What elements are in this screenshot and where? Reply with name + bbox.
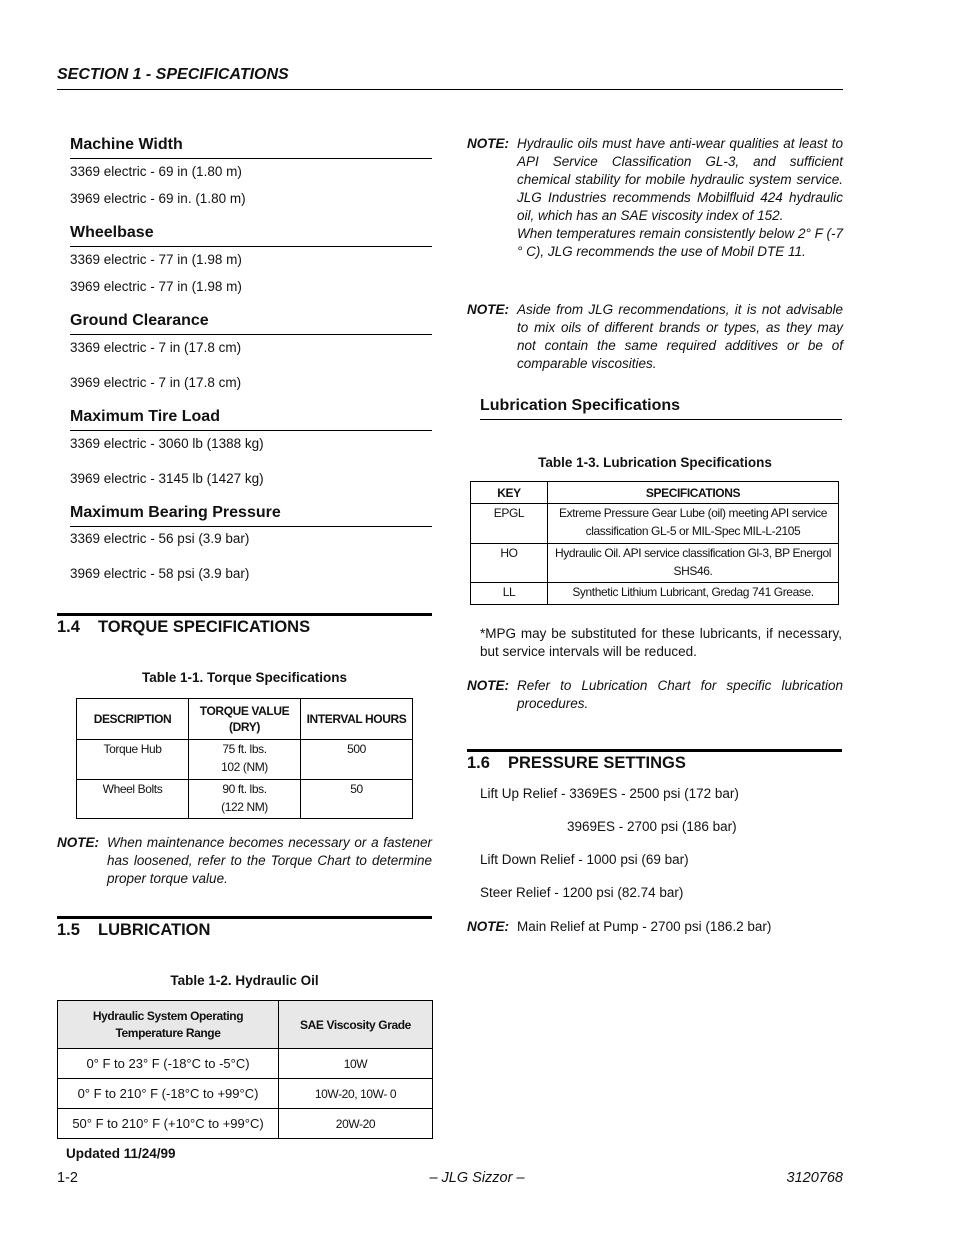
page-header xyxy=(57,66,843,90)
hydraulic-range-cell: 0° F to 23° F (-18°C to -5°C) xyxy=(58,1049,279,1079)
lift-up-relief-3969: 3969ES - 2700 psi (186 bar) xyxy=(567,819,737,834)
ground-clearance-heading: Ground Clearance xyxy=(70,312,209,329)
table-row xyxy=(58,1079,433,1109)
hydraulic-col-range: Hydraulic System Operating Temperature Range xyxy=(58,1001,279,1049)
oil-mixing-note xyxy=(467,301,843,375)
hydraulic-oil-note xyxy=(467,135,843,281)
lubrication-section-title: LUBRICATION xyxy=(98,921,211,939)
lube-key-cell: EPGL xyxy=(471,504,548,544)
note-text: Main Relief at Pump - 2700 psi (186.2 bar) xyxy=(517,919,772,934)
wheelbase-heading: Wheelbase xyxy=(70,224,154,241)
torque-col-description: DESCRIPTION xyxy=(77,699,189,740)
hydraulic-grade-cell: 10W-20, 10W- 0 xyxy=(279,1079,433,1109)
torque-description-cell: Wheel Bolts xyxy=(77,780,189,819)
lube-spec-table xyxy=(470,481,839,605)
lube-spec-cell: Extreme Pressure Gear Lube (oil) meeting API service classification GL-5 or MIL-Spec MIL-L-2105 xyxy=(548,504,839,544)
torque-section-title: TORQUE SPECIFICATIONS xyxy=(98,618,311,636)
lube-table-caption: Table 1-3. Lubrication Specifications xyxy=(538,455,772,470)
table-row xyxy=(77,780,413,819)
hydraulic-col-grade: SAE Viscosity Grade xyxy=(279,1001,433,1049)
page-number: 1-2 xyxy=(57,1170,78,1186)
pressure-section-number: 1.6 xyxy=(467,754,490,772)
lift-down-relief: Lift Down Relief - 1000 psi (69 bar) xyxy=(480,852,689,867)
torque-interval-cell: 500 xyxy=(301,740,413,780)
torque-value-line-2: 102 (NM) xyxy=(221,760,268,774)
torque-note xyxy=(57,834,432,890)
torque-value-line-2: (122 NM) xyxy=(221,800,268,814)
hydraulic-grade-cell: 10W xyxy=(279,1049,433,1079)
hydraulic-oil-table xyxy=(57,1000,433,1139)
table-row xyxy=(58,1109,433,1139)
table-row xyxy=(471,504,839,544)
torque-table-caption: Table 1-1. Torque Specifications xyxy=(141,670,348,685)
machine-width-line-2: 3969 electric - 69 in. (1.80 m) xyxy=(70,191,246,206)
lubrication-section-number: 1.5 xyxy=(57,921,80,939)
lube-col-key: KEY xyxy=(471,482,548,504)
section-rule xyxy=(467,749,842,752)
note-text: Refer to Lubrication Chart for specific lubrication procedures. xyxy=(517,678,843,711)
torque-value-cell xyxy=(189,740,301,780)
divider xyxy=(70,430,432,431)
note-text: When maintenance becomes necessary or a fastener has loosened, refer to the Torque Chart to determine proper torque value. xyxy=(107,835,432,886)
max-tire-load-line-1: 3369 electric - 3060 lb (1388 kg) xyxy=(70,436,264,451)
ground-clearance-line-1: 3369 electric - 7 in (17.8 cm) xyxy=(70,340,242,355)
lube-spec-cell: Synthetic Lithium Lubricant, Gredag 741 Grease. xyxy=(548,583,839,605)
lube-spec-heading: Lubrication Specifications xyxy=(480,397,681,414)
torque-description-cell: Torque Hub xyxy=(77,740,189,780)
updated-date: Updated 11/24/99 xyxy=(66,1146,176,1161)
hydraulic-oil-table-caption: Table 1-2. Hydraulic Oil xyxy=(170,973,319,988)
max-tire-load-heading: Maximum Tire Load xyxy=(70,408,220,425)
note-label: NOTE: xyxy=(467,136,509,151)
note-text-block xyxy=(517,135,843,261)
note-text: Aside from JLG recommendations, it is not advisable to mix oils of different brands or types, as they may not contain the same required additives or be of comparable viscosities. xyxy=(517,302,843,371)
divider xyxy=(70,158,432,159)
divider xyxy=(70,246,432,247)
lube-key-cell: LL xyxy=(471,583,548,605)
max-bearing-pressure-line-2: 3969 electric - 58 psi (3.9 bar) xyxy=(70,566,250,581)
lift-up-relief: Lift Up Relief - 3369ES - 2500 psi (172 bar) xyxy=(480,786,739,801)
divider xyxy=(70,334,432,335)
max-bearing-pressure-heading: Maximum Bearing Pressure xyxy=(70,504,281,521)
torque-value-line-1: 90 ft. lbs. xyxy=(222,782,267,796)
hydraulic-range-cell: 0° F to 210° F (-18°C to +99°C) xyxy=(58,1079,279,1109)
divider xyxy=(70,526,432,527)
wheelbase-line-1: 3369 electric - 77 in (1.98 m) xyxy=(70,252,242,267)
wheelbase-line-2: 3969 electric - 77 in (1.98 m) xyxy=(70,279,242,294)
torque-section-number: 1.4 xyxy=(57,618,80,636)
pressure-section-title: PRESSURE SETTINGS xyxy=(508,754,686,772)
section-title: SECTION 1 - SPECIFICATIONS xyxy=(57,66,289,83)
torque-col-value: TORQUE VALUE (DRY) xyxy=(189,699,301,740)
note-label: NOTE: xyxy=(467,919,509,934)
note-text: Hydraulic oils must have anti-wear qualities at least to API Service Classification GL-3, and sufficient chemical stability for mobile hydraulic system service. JLG Industries recommends Mobilfluid 424 hydraulic oil, which has an SAE viscosity index of 152. xyxy=(517,136,843,223)
note-label: NOTE: xyxy=(57,835,99,850)
steer-relief: Steer Relief - 1200 psi (82.74 bar) xyxy=(480,885,684,900)
divider xyxy=(480,419,842,420)
mpg-note: *MPG may be substituted for these lubricants, if necessary, but service intervals will be reduced. xyxy=(480,626,842,659)
hydraulic-range-cell: 50° F to 210° F (+10°C to +99°C) xyxy=(58,1109,279,1139)
note-label: NOTE: xyxy=(467,678,509,693)
lube-spec-cell: Hydraulic Oil. API service classification Gl-3, BP Energol SHS46. xyxy=(548,544,839,583)
max-tire-load-line-2: 3969 electric - 3145 lb (1427 kg) xyxy=(70,471,264,486)
max-bearing-pressure-line-1: 3369 electric - 56 psi (3.9 bar) xyxy=(70,531,250,546)
section-rule xyxy=(57,916,432,919)
document-number: 3120768 xyxy=(786,1170,843,1186)
note-text: When temperatures remain consistently below 2° F (-7 ° C), JLG recommends the use of Mobil DTE 11. xyxy=(517,226,843,259)
lube-key-cell: HO xyxy=(471,544,548,583)
lube-chart-note xyxy=(467,677,843,715)
torque-interval-cell: 50 xyxy=(301,780,413,819)
note-label: NOTE: xyxy=(467,302,509,317)
torque-table xyxy=(76,698,413,819)
torque-col-interval: INTERVAL HOURS xyxy=(301,699,413,740)
main-relief-note xyxy=(467,919,843,939)
table-row xyxy=(471,544,839,583)
section-rule xyxy=(57,613,432,616)
torque-value-cell xyxy=(189,780,301,819)
machine-width-heading: Machine Width xyxy=(70,136,183,153)
footer-title: – JLG Sizzor – xyxy=(429,1170,525,1186)
lube-col-spec: SPECIFICATIONS xyxy=(548,482,839,504)
table-row xyxy=(471,583,839,605)
table-row xyxy=(58,1049,433,1079)
machine-width-line-1: 3369 electric - 69 in (1.80 m) xyxy=(70,164,242,179)
ground-clearance-line-2: 3969 electric - 7 in (17.8 cm) xyxy=(70,375,242,390)
hydraulic-grade-cell: 20W-20 xyxy=(279,1109,433,1139)
table-row xyxy=(77,740,413,780)
torque-value-line-1: 75 ft. lbs. xyxy=(222,742,267,756)
